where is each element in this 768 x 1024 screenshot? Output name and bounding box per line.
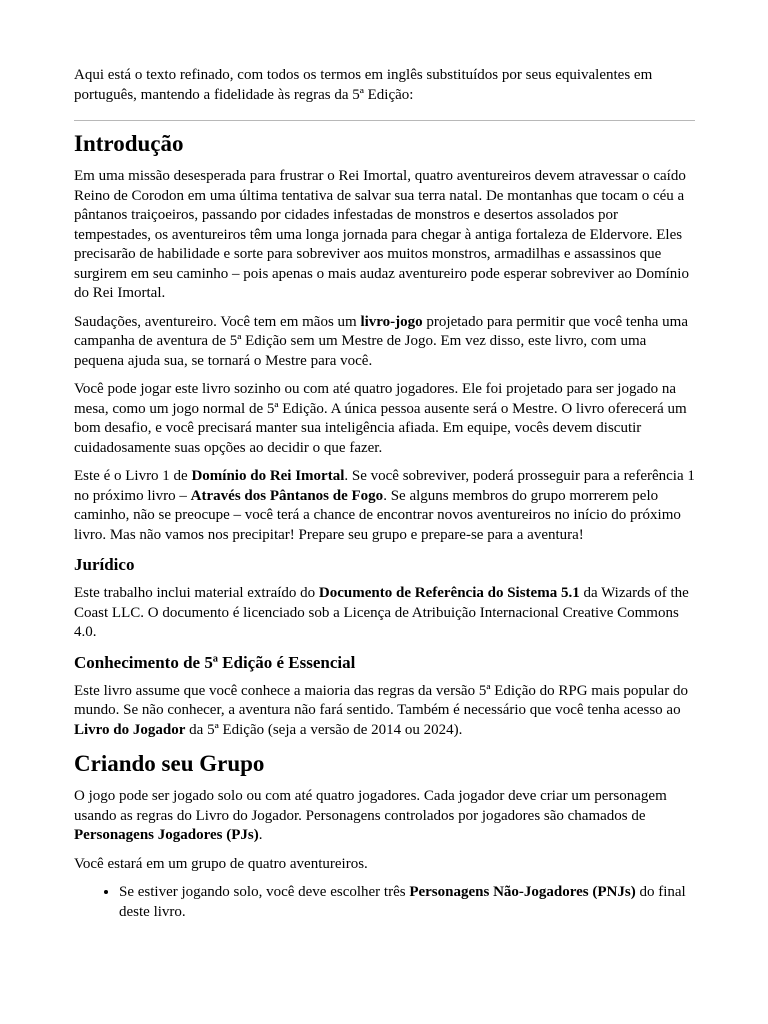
text-run: da Wizards of the Coast LLC. O documento é licenciado sob a Licença de Atribuição Internacional Creative Commons 4.0.	[74, 585, 689, 640]
text-run: da 5ª Edição (seja a versão de 2014 ou 2024).	[185, 721, 463, 738]
heading-conhecimento: Conhecimento de 5ª Edição é Essencial	[74, 652, 356, 672]
text-run: . Se você sobreviver, poderá prosseguir para a referência 1 no próximo livro –	[74, 468, 695, 504]
text-run: do final deste livro.	[119, 884, 686, 920]
paragraph-greetings	[74, 313, 695, 372]
paragraph-legal	[74, 584, 695, 643]
paragraph-mission: Em uma missão desesperada para frustrar o Rei Imortal, quatro aventureiros devem atravessar o caído Reino de Corodon em uma última tentativa de salvar sua terra natal. De montanhas que tocam o céu a pântanos traiçoeiros, passando por cidades infestadas de monstros e desertos assolados por tempestades, os aventureiros têm uma longa jornada para chegar à antiga fortaleza de Eldervore. Eles precisarão de habilidade e sorte para sobreviver aos muitos monstros, armadilhas e assassinos que surgirem em seu caminho – pois apenas o mais audaz aventureiro pode esperar sobreviver ao Domínio do Rei Imortal.	[74, 168, 689, 301]
bold-term: Personagens Jogadores (PJs)	[74, 827, 259, 843]
bold-term: Documento de Referência do Sistema 5.1	[318, 585, 580, 601]
text-run: . Se alguns membros do grupo morrerem pelo caminho, não se preocupe – você terá a chance de encontrar novos aventureiros no início do próximo livro. Mas não vamos nos precipitar! Prepare seu grupo e prepare-se para a aventura!	[74, 487, 681, 543]
text-run: .	[258, 827, 263, 843]
text-run: Este é o Livro 1 de	[74, 468, 192, 484]
heading-criando-grupo: Criando seu Grupo	[74, 751, 265, 776]
bold-term: livro-jogo	[360, 313, 423, 330]
text-run: Este livro assume que você conhece a maioria das regras da versão 5ª Edição do RPG mais popular do mundo. Se não conhecer, a aventura não fará sentido. Também é necessário que você tenha acesso ao	[74, 682, 688, 718]
intro-note: Aqui está o texto refinado, com todos os termos em inglês substituídos por seus equivalentes em português, mantendo a fidelidade às regras da 5ª Edição:	[74, 67, 653, 103]
heading-juridico: Jurídico	[74, 555, 135, 574]
bullet-list	[74, 883, 695, 922]
text-run: Este trabalho inclui material extraído do	[74, 585, 319, 601]
paragraph-book-one	[74, 467, 695, 545]
text-run: projetado para permitir que você tenha uma campanha de aventura de 5ª Edição sem um Mestre de Jogo. Em vez disso, este livro, com uma pequena ajuda sua, se tornará o Mestre para você.	[74, 313, 688, 369]
paragraph-group-rules	[74, 787, 695, 846]
text-run: Saudações, aventureiro. Você tem em mãos um	[74, 313, 361, 330]
paragraph-players: Você pode jogar este livro sozinho ou com até quatro jogadores. Ele foi projetado para ser jogado na mesa, como um jogo normal de 5ª Edição. A única pessoa ausente será o Mestre. O livro oferecerá um bom desafio, e você precisará manter sua inteligência afiada. Em equipe, vocês devem discutir cuidadosamente suas opções ao decidir o que fazer.	[74, 381, 687, 456]
bold-term: Personagens Não-Jogadores (PNJs)	[409, 884, 636, 900]
bold-term: Através dos Pântanos de Fogo	[190, 487, 384, 504]
divider	[74, 120, 695, 121]
bold-term: Domínio do Rei Imortal	[191, 468, 345, 484]
text-run: O jogo pode ser jogado solo ou com até quatro jogadores. Cada jogador deve criar um personagem usando as regras do Livro do Jogador. Personagens controlados por jogadores são chamados de	[74, 788, 667, 824]
heading-introducao: Introdução	[74, 131, 184, 156]
list-item	[119, 883, 695, 922]
text-run: Se estiver jogando solo, você deve escolher três	[119, 884, 410, 900]
bold-term: Livro do Jogador	[74, 721, 186, 738]
paragraph-group-size: Você estará em um grupo de quatro aventureiros.	[74, 855, 368, 872]
paragraph-knowledge	[74, 682, 695, 741]
